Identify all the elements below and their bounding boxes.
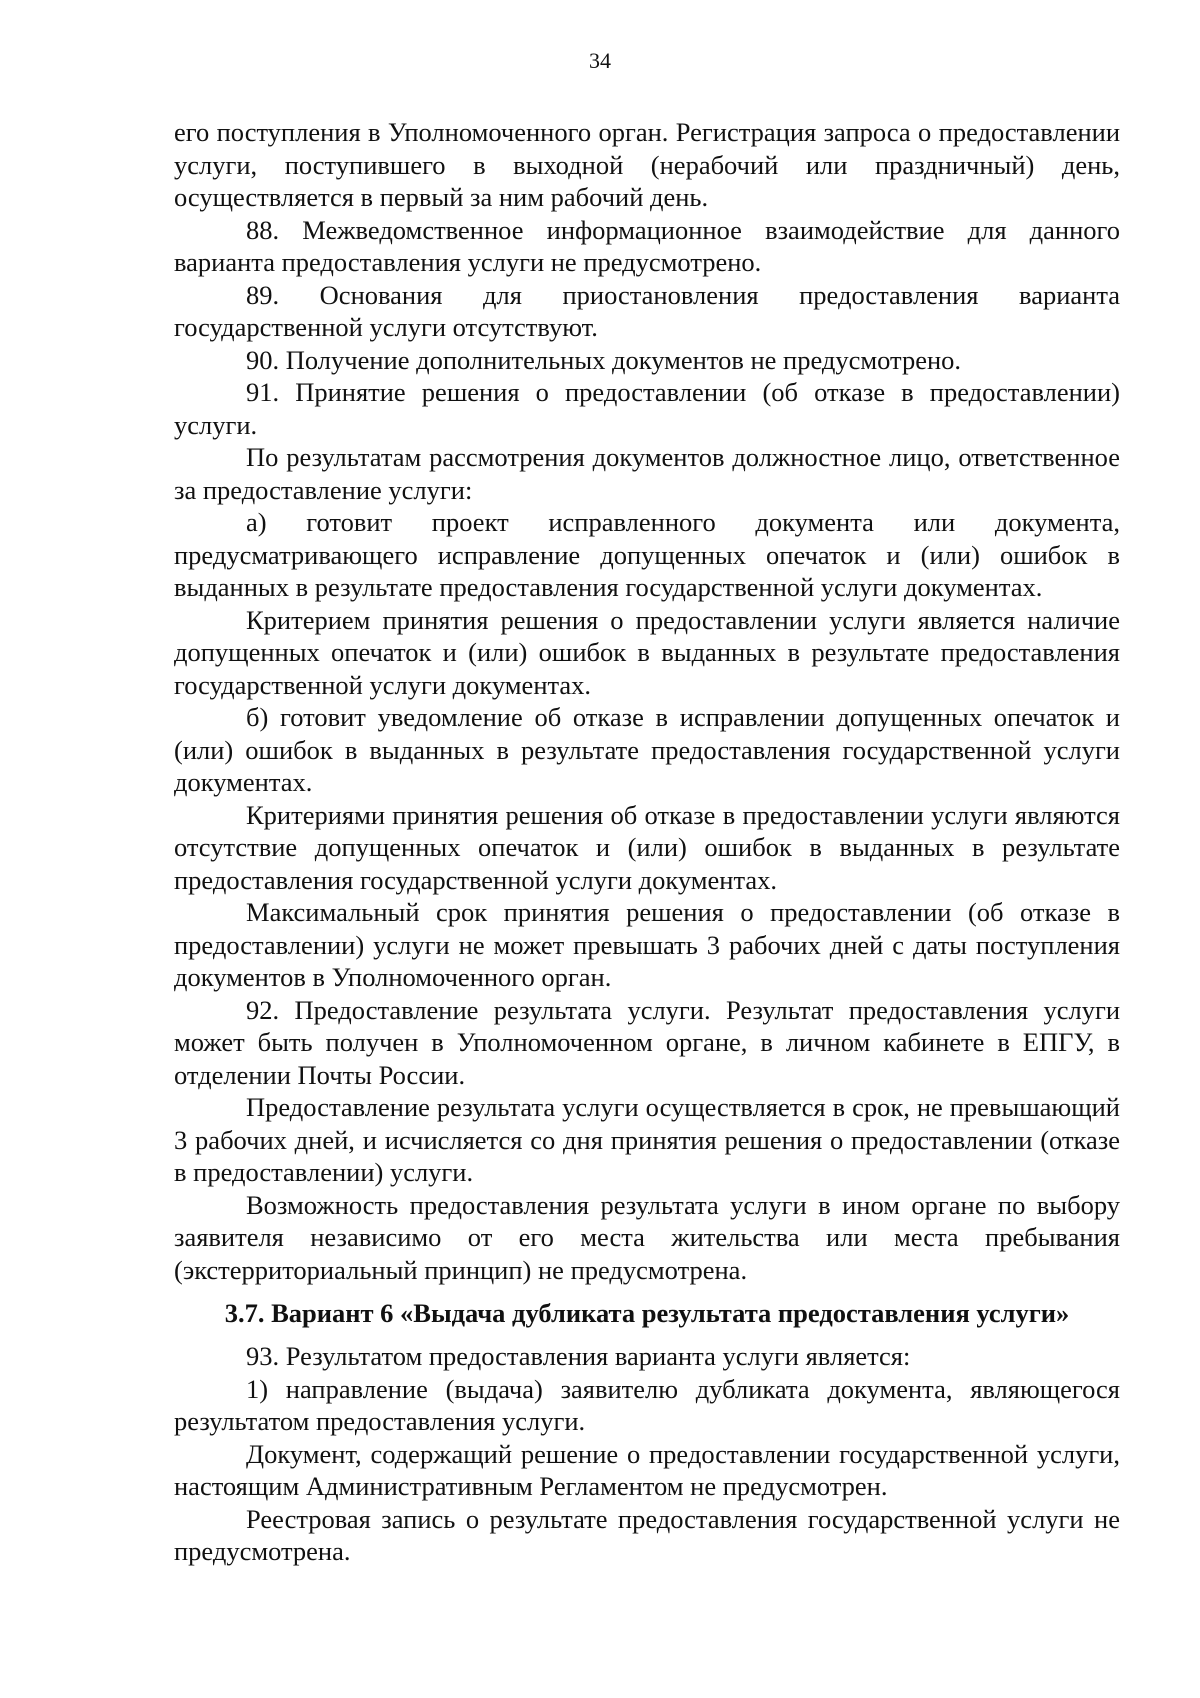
paragraph: б) готовит уведомление об отказе в исправлении допущенных опечаток и (или) ошибок в выданных в результате предоставления государственной услуги документах.	[174, 702, 1120, 797]
section-heading: 3.7. Вариант 6 «Выдача дубликата результата предоставления услуги»	[224, 1298, 1070, 1328]
paragraph: 88. Межведомственное информационное взаимодействие для данного варианта предоставления услуги не предусмотрено.	[174, 214, 1120, 277]
paragraph: Документ, содержащий решение о предоставлении государственной услуги, настоящим Административным Регламентом не предусмотрен.	[174, 1438, 1120, 1501]
paragraph: 1) направление (выдача) заявителю дубликата документа, являющегося результатом предоставления услуги.	[174, 1373, 1120, 1436]
paragraph: 92. Предоставление результата услуги. Результат предоставления услуги может быть получен в Уполномоченном органе, в личном кабинете в ЕПГУ, в отделении Почты России.	[174, 994, 1120, 1090]
paragraph: 91. Принятие решения о предоставлении (об отказе в предоставлении) услуги.	[174, 377, 1120, 440]
paragraph: а) готовит проект исправленного документа или документа, предусматривающего исправление допущенных опечаток и (или) ошибок в выданных в результате предоставления государственной услуги документах.	[174, 507, 1120, 602]
paragraph: Возможность предоставления результата услуги в ином органе по выбору заявителя независимо от его места жительства или места пребывания (экстерриториальный принцип) не предусмотрена.	[174, 1189, 1120, 1285]
paragraph: его поступления в Уполномоченного орган. Регистрация запроса о предоставлении услуги, поступившего в выходной (нерабочий или праздничный) день, осуществляется в первый за ним рабочий день.	[174, 117, 1120, 212]
paragraph: По результатам рассмотрения документов должностное лицо, ответственное за предоставление услуги:	[174, 442, 1120, 505]
paragraph: Максимальный срок принятия решения о предоставлении (об отказе в предоставлении) услуги не может превышать 3 рабочих дней с даты поступления документов в Уполномоченного орган.	[174, 897, 1120, 992]
paragraph: 89. Основания для приостановления предоставления варианта государственной услуги отсутствуют.	[174, 279, 1120, 342]
paragraph: Предоставление результата услуги осуществляется в срок, не превышающий 3 рабочих дней, и исчисляется со дня принятия решения о предоставлении (отказе в предоставлении) услуги.	[174, 1092, 1120, 1187]
document-body	[174, 116, 1120, 1568]
page-number: 34	[589, 48, 611, 73]
paragraph: 90. Получение дополнительных документов не предусмотрено.	[246, 344, 962, 375]
paragraph: 93. Результатом предоставления варианта услуги является:	[246, 1341, 911, 1371]
paragraph: Критериями принятия решения об отказе в предоставлении услуги являются отсутствие допущенных опечаток и (или) ошибок в выданных в результате предоставления государственной услуги документах.	[174, 799, 1120, 895]
paragraph: Реестровая запись о результате предоставления государственной услуги не предусмотрена.	[174, 1503, 1120, 1566]
paragraph: Критерием принятия решения о предоставлении услуги является наличие допущенных опечаток и (или) ошибок в выданных в результате предоставления государственной услуги документах.	[174, 604, 1120, 700]
